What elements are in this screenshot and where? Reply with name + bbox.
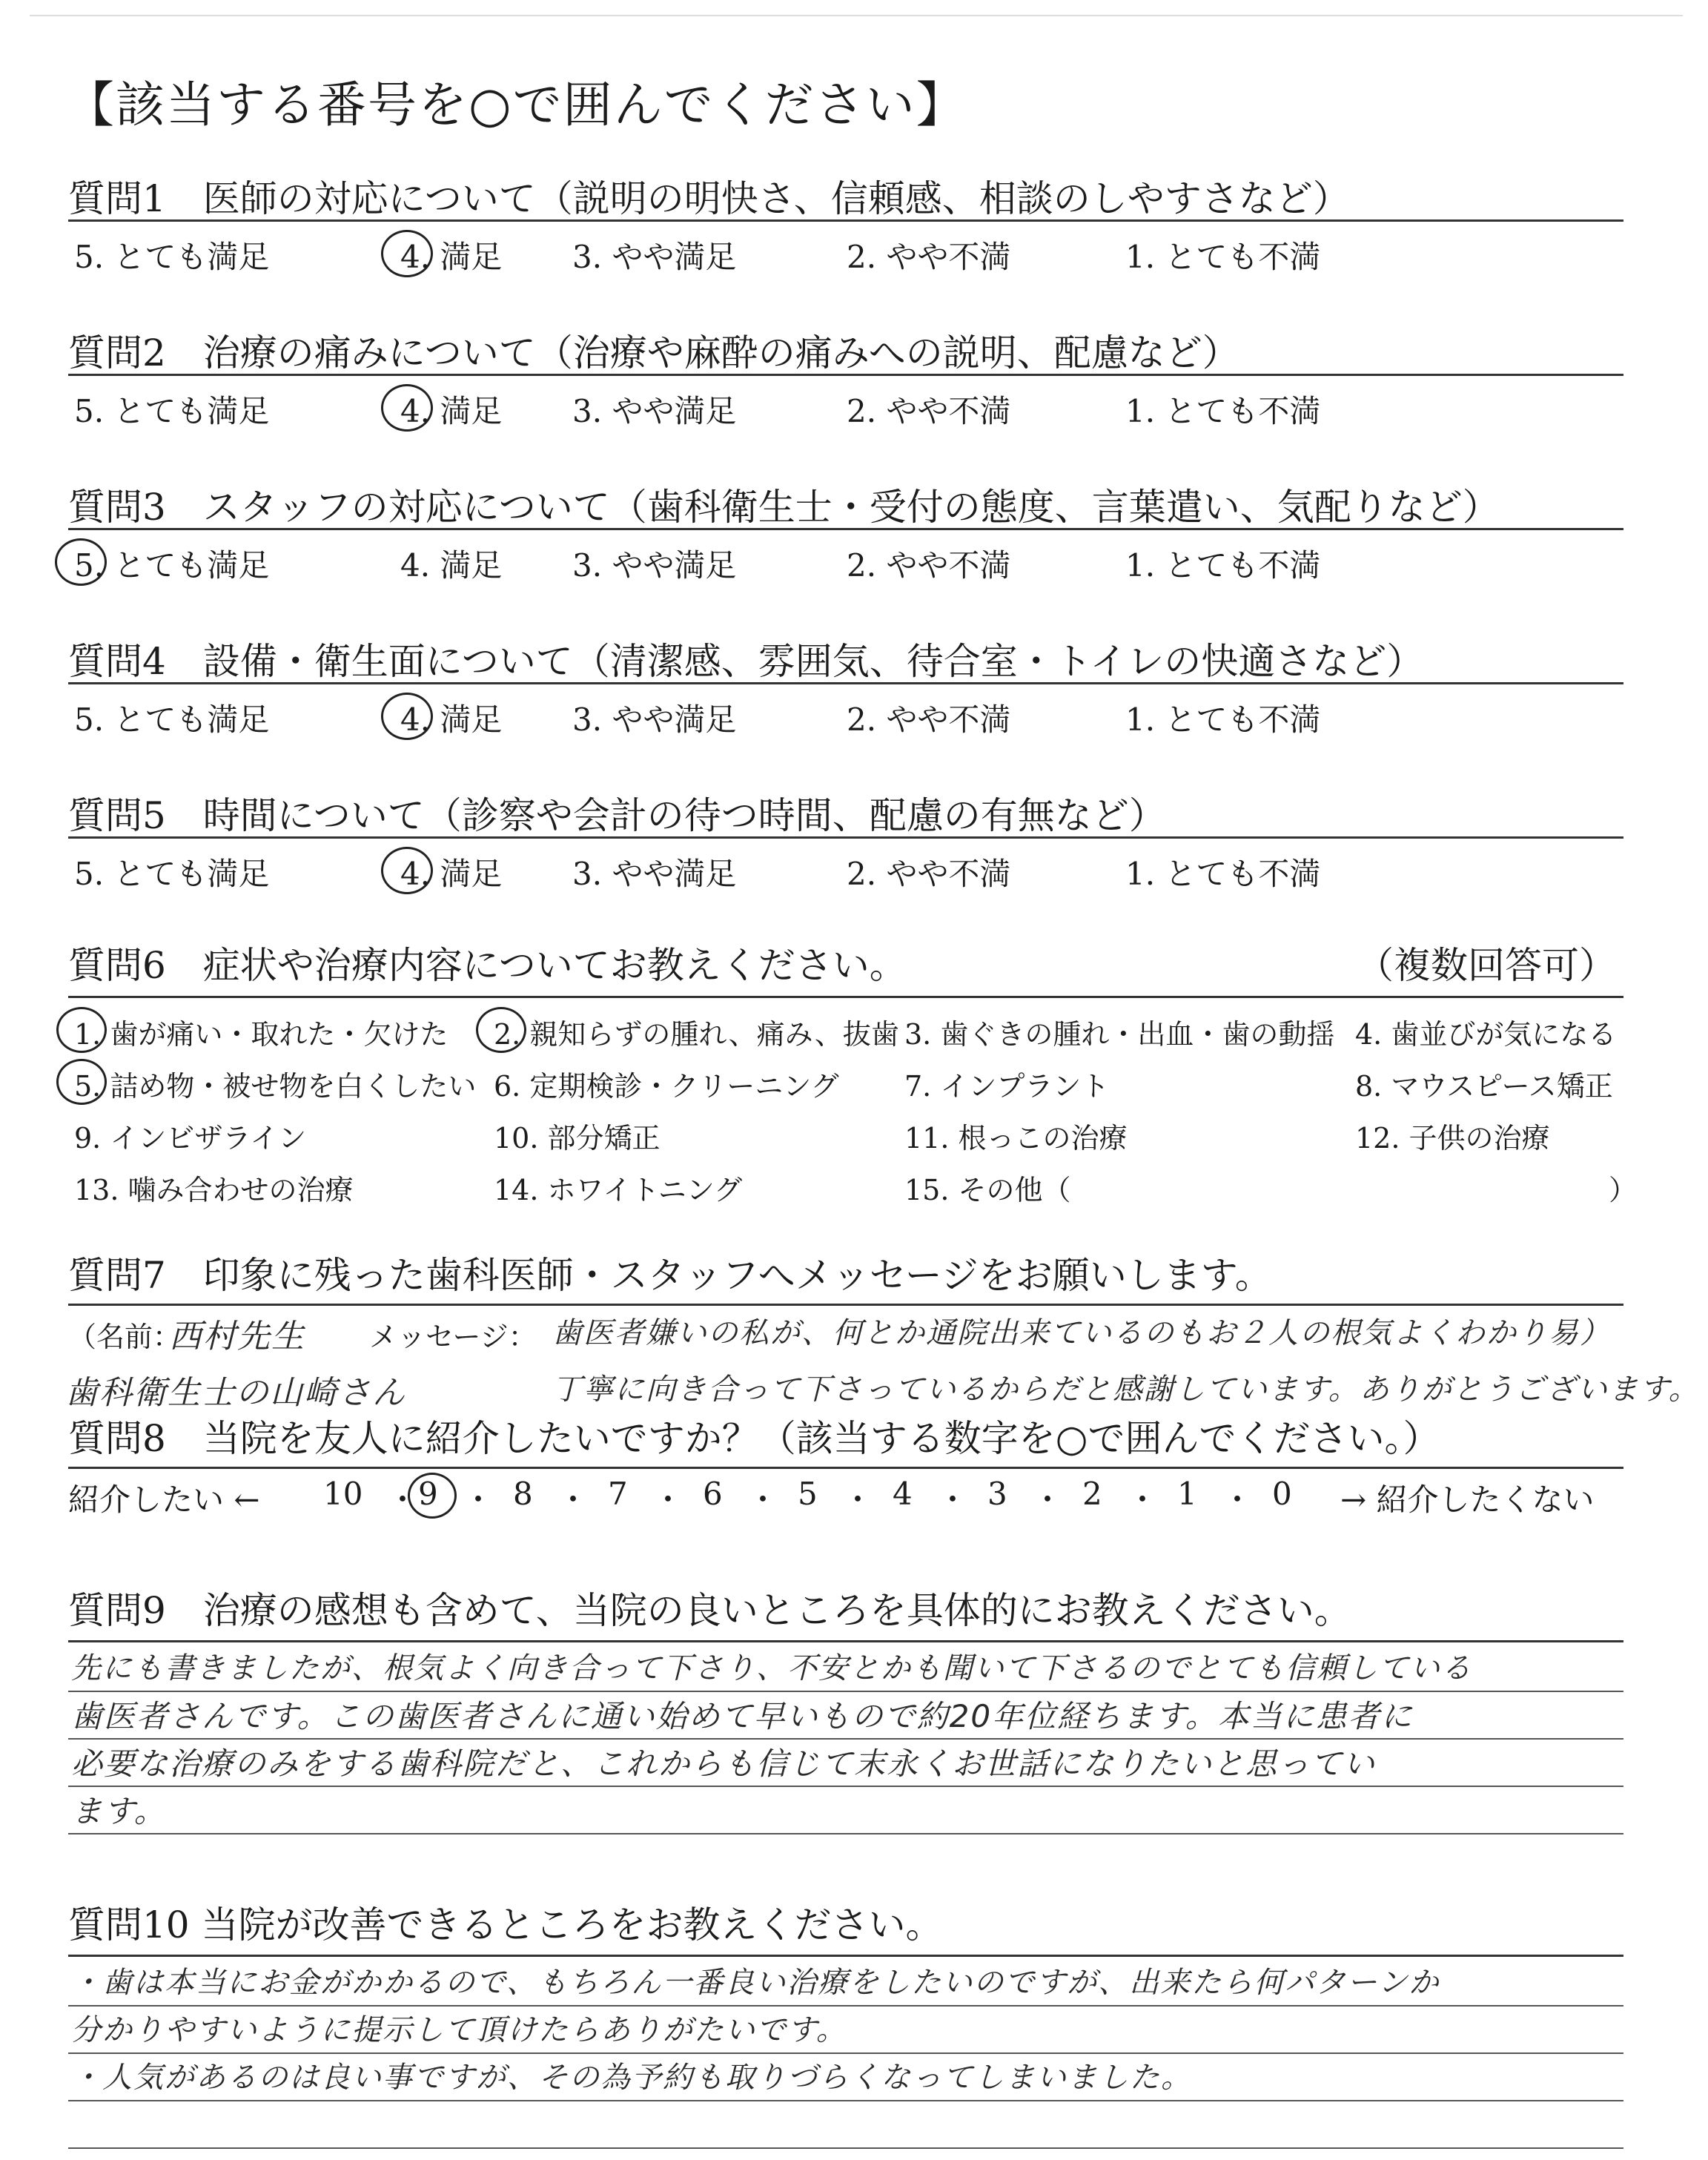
q4-option-4: 4. 満足 — [400, 701, 503, 738]
q4-option-5: 5. とても満足 — [74, 701, 270, 738]
q8-separator: ・ — [463, 1482, 494, 1518]
q7-message-line1: 歯医者嫌いの私が、何とか通院出来ているのもお２人の根気よくわかり易） — [552, 1316, 1611, 1350]
q10-line-1: ・歯は本当にお金がかかるので、もちろん一番良い治療をしたいのですが、出来たら何パターンか — [71, 1966, 1440, 2000]
q1-option-2: 2. やや不満 — [847, 239, 1011, 275]
q4-option-3: 3. やや満足 — [572, 701, 737, 738]
q7-name-label: （名前： — [68, 1321, 182, 1353]
q6-option-15: 15. その他（ — [904, 1174, 1071, 1206]
q10-rule — [68, 1955, 1623, 1957]
q1-option-3: 3. やや満足 — [572, 239, 737, 275]
q6-option-2: 2. 親知らずの腫れ、痛み、抜歯 — [494, 1018, 899, 1051]
q6-note: （複数回答可） — [1357, 944, 1616, 987]
q5-rule — [68, 836, 1623, 839]
q8-scale-2: 2 — [1082, 1476, 1102, 1512]
q6-selected-circle-5 — [56, 1059, 107, 1105]
q9-line-1: 先にも書きましたが、根気よく向き合って下さり、不安とかも聞いて下さるのでとても信頼している — [71, 1651, 1472, 1685]
q6-option-9: 9. インビザライン — [74, 1122, 307, 1155]
q9-line-4: ます。 — [71, 1793, 167, 1829]
q6-selected-circle-1 — [56, 1007, 107, 1053]
q10-title: 質問10 当院が改善できるところをお教えください。 — [68, 1903, 943, 1946]
q9-writing-line-3 — [68, 1786, 1623, 1787]
q6-option-8: 8. マウスピース矯正 — [1355, 1070, 1613, 1103]
q8-separator: ・ — [652, 1482, 684, 1518]
q8-separator: ・ — [842, 1482, 874, 1518]
q6-option-11: 11. 根っこの治療 — [904, 1122, 1128, 1155]
q3-option-3: 3. やや満足 — [572, 547, 737, 584]
q2-rule — [68, 374, 1623, 376]
q6-option-6: 6. 定期検診・クリーニング — [494, 1070, 839, 1103]
q9-line-2: 歯医者さんです。この歯医者さんに通い始めて早いもので約20年位経ちます。本当に患者に — [71, 1698, 1414, 1734]
q6-option-10: 10. 部分矯正 — [494, 1122, 661, 1155]
q4-option-2: 2. やや不満 — [847, 701, 1011, 738]
q3-option-5: 5. とても満足 — [74, 547, 270, 584]
q1-option-1: 1. とても不満 — [1125, 239, 1321, 275]
q4-rule — [68, 682, 1623, 684]
q1-title: 質問1 医師の対応について（説明の明快さ、信頼感、相談のしやすさなど） — [68, 177, 1350, 220]
q8-scale-0: 0 — [1272, 1476, 1292, 1512]
q8-scale-9: 9 — [418, 1476, 438, 1512]
q6-option-7: 7. インプラント — [904, 1070, 1110, 1103]
q9-title: 質問9 治療の感想も含めて、当院の良いところを具体的にお教えください。 — [68, 1589, 1351, 1632]
q8-left-label: 紹介したい ← — [68, 1482, 260, 1518]
q6-option-13: 13. 噛み合わせの治療 — [74, 1174, 354, 1206]
q6-option-4: 4. 歯並びが気になる — [1355, 1018, 1617, 1051]
q6-option-1: 1. 歯が痛い・取れた・欠けた — [74, 1018, 448, 1051]
q9-line-3: 必要な治療のみをする歯科院だと、これからも信じて末永くお世話になりたいと思ってい — [71, 1745, 1377, 1782]
q6-title: 質問6 症状や治療内容についてお教えください。 — [68, 944, 907, 987]
q3-option-4: 4. 満足 — [400, 547, 503, 584]
q7-message-line2: 丁寧に向き合って下さっているからだと感謝しています。ありがとうございます。 — [552, 1373, 1700, 1407]
q5-option-3: 3. やや満足 — [572, 856, 737, 892]
q5-option-2: 2. やや不満 — [847, 856, 1011, 892]
q5-option-5: 5. とても満足 — [74, 856, 270, 892]
q4-title: 質問4 設備・衛生面について（清潔感、雰囲気、待合室・トイレの快適さなど） — [68, 640, 1424, 683]
q4-selected-circle — [381, 693, 433, 740]
q8-selected-circle — [408, 1473, 457, 1519]
q9-rule — [68, 1640, 1623, 1642]
q6-option-5: 5. 詰め物・被せ物を白くしたい — [74, 1070, 477, 1103]
q10-line-2: 分かりやすいように提示して頂けたらありがたいです。 — [71, 2013, 847, 2047]
top-border — [30, 15, 1683, 16]
q6-option-12: 12. 子供の治療 — [1355, 1122, 1550, 1155]
q3-title: 質問3 スタッフの対応について（歯科衛生士・受付の態度、言葉遣い、気配りなど） — [68, 486, 1500, 529]
q3-rule — [68, 528, 1623, 530]
q8-separator: ・ — [1127, 1482, 1159, 1518]
q4-option-1: 1. とても不満 — [1125, 701, 1321, 738]
q7-name-value: 西村先生 — [169, 1318, 305, 1355]
q8-rule — [68, 1467, 1623, 1469]
q8-scale-5: 5 — [798, 1476, 818, 1512]
q1-selected-circle — [381, 230, 433, 277]
q3-option-2: 2. やや不満 — [847, 547, 1011, 584]
q9-writing-line-4 — [68, 1833, 1623, 1834]
q8-scale-10: 10 — [323, 1476, 363, 1512]
q8-separator: ・ — [1222, 1482, 1254, 1518]
q5-option-1: 1. とても不満 — [1125, 856, 1321, 892]
q2-selected-circle — [381, 384, 433, 432]
q8-scale-8: 8 — [513, 1476, 533, 1512]
q8-separator: ・ — [387, 1482, 419, 1518]
q7-name-value2: 歯科衛生士の山崎さん — [65, 1374, 406, 1412]
q10-writing-line-3 — [68, 2100, 1623, 2101]
q2-option-4: 4. 満足 — [400, 393, 503, 429]
q3-selected-circle — [55, 538, 107, 586]
q2-option-3: 3. やや満足 — [572, 393, 737, 429]
q6-option-16: ） — [1609, 1174, 1638, 1206]
q1-option-4: 4. 満足 — [400, 239, 503, 275]
q8-separator: ・ — [1032, 1482, 1064, 1518]
q5-selected-circle — [381, 847, 433, 894]
q7-message-label: メッセージ： — [369, 1321, 537, 1353]
q1-rule — [68, 219, 1623, 222]
q8-title: 質問8 当院を友人に紹介したいですか？（該当する数字を○で囲んでください。） — [68, 1417, 1440, 1460]
q8-separator: ・ — [937, 1482, 969, 1518]
q6-selected-circle-2 — [476, 1007, 526, 1053]
q3-option-1: 1. とても不満 — [1125, 547, 1321, 584]
q8-separator: ・ — [557, 1482, 589, 1518]
q5-title: 質問5 時間について（診察や会計の待つ時間、配慮の有無など） — [68, 794, 1166, 837]
q10-writing-line-4 — [68, 2147, 1623, 2149]
q10-line-3: ・人気があるのは良い事ですが、その為予約も取りづらくなってしまいました。 — [71, 2061, 1192, 2095]
q2-title: 質問2 治療の痛みについて（治療や麻酔の痛みへの説明、配慮など） — [68, 331, 1239, 374]
q1-option-5: 5. とても満足 — [74, 239, 270, 275]
q6-option-3: 3. 歯ぐきの腫れ・出血・歯の動揺 — [904, 1018, 1335, 1051]
q7-title: 質問7 印象に残った歯科医師・スタッフへメッセージをお願いします。 — [68, 1254, 1272, 1297]
q6-option-14: 14. ホワイトニング — [494, 1174, 743, 1206]
q2-option-5: 5. とても満足 — [74, 393, 270, 429]
q8-scale-1: 1 — [1177, 1476, 1197, 1512]
page-title: 【該当する番号を○で囲んでください】 — [65, 76, 967, 133]
q7-rule — [68, 1304, 1623, 1306]
q8-scale-4: 4 — [893, 1476, 913, 1512]
q6-rule — [68, 996, 1623, 998]
q8-separator: ・ — [747, 1482, 779, 1518]
q5-option-4: 4. 満足 — [400, 856, 503, 892]
q8-scale-6: 6 — [703, 1476, 723, 1512]
q8-scale-7: 7 — [608, 1476, 628, 1512]
q2-option-1: 1. とても不満 — [1125, 393, 1321, 429]
q8-scale-3: 3 — [987, 1476, 1007, 1512]
q8-right-label: → 紹介したくない — [1340, 1482, 1595, 1518]
q2-option-2: 2. やや不満 — [847, 393, 1011, 429]
